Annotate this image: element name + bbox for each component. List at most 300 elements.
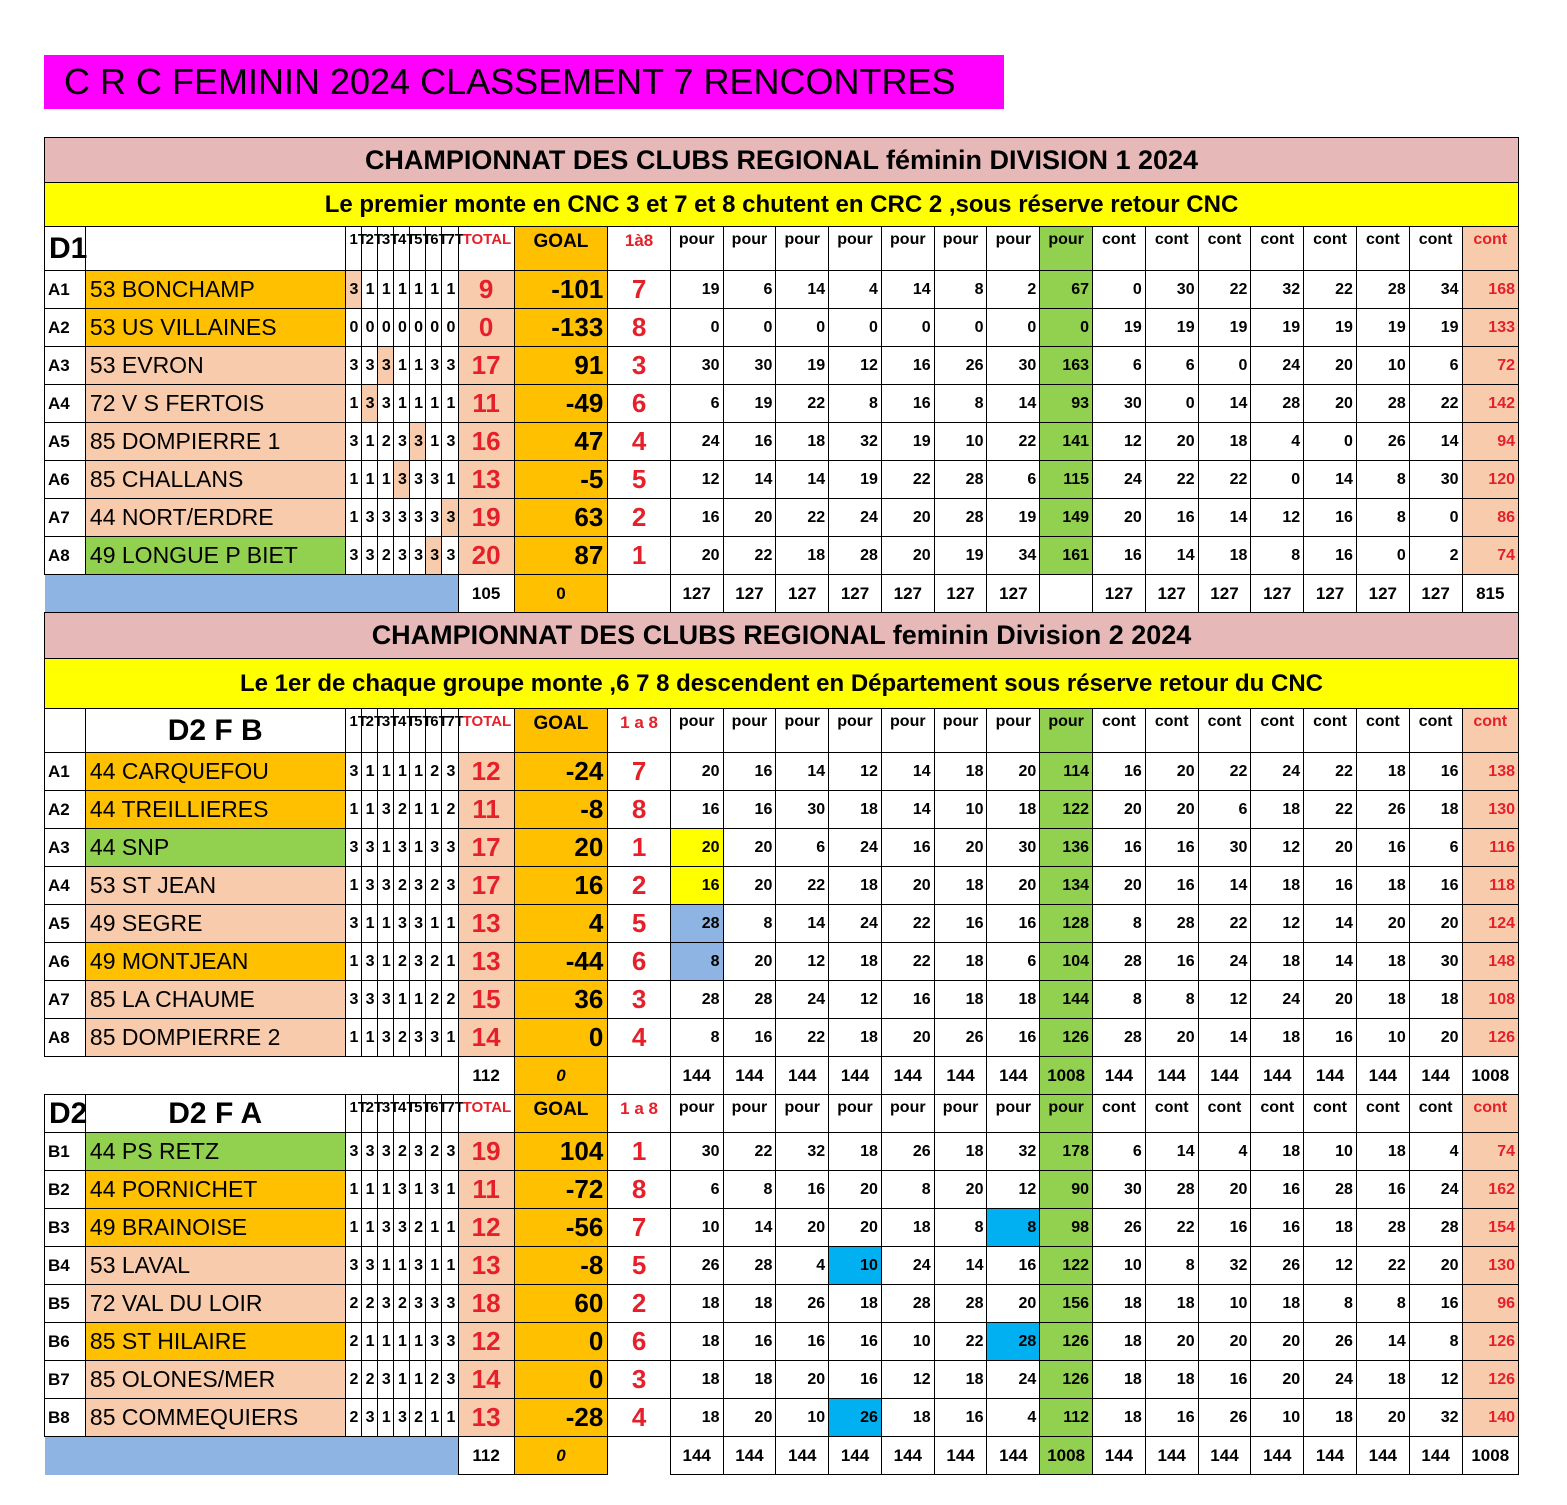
pour-value: 4 (776, 1247, 829, 1285)
round-points: 0 (377, 309, 393, 347)
pour-value: 16 (776, 1323, 829, 1361)
pour-value: 8 (670, 943, 723, 981)
table-row (45, 461, 1519, 499)
cont-value: 20 (1409, 905, 1462, 943)
cont-value: 18 (1304, 1399, 1357, 1437)
cont-value: 10 (1356, 1019, 1409, 1057)
rank-header: 1à8 (608, 227, 670, 271)
total-points: 0 (458, 309, 514, 347)
totals-total: 112 (458, 1437, 514, 1475)
pour-value: 20 (829, 1171, 882, 1209)
cont-value: 0 (1145, 385, 1198, 423)
cont-value: 8 (1145, 1247, 1198, 1285)
cont-value: 19 (1251, 309, 1304, 347)
cont-value: 18 (1093, 1399, 1146, 1437)
rank: 3 (608, 347, 670, 385)
round-points: 3 (393, 537, 409, 575)
pour-value: 8 (934, 385, 987, 423)
cont-value: 28 (1409, 1209, 1462, 1247)
pour-value: 20 (670, 829, 723, 867)
cont-value: 30 (1409, 461, 1462, 499)
cont-value: 20 (1304, 347, 1357, 385)
cont-value: 19 (1304, 309, 1357, 347)
pour-value: 26 (934, 1019, 987, 1057)
row-id: B1 (45, 1133, 86, 1171)
pour-value: 26 (670, 1247, 723, 1285)
pour-value: 0 (987, 309, 1040, 347)
cont-value: 19 (1145, 309, 1198, 347)
round-points: 1 (442, 943, 458, 981)
goal-difference: 16 (514, 867, 608, 905)
cont-total: 74 (1462, 1133, 1519, 1171)
cont-value: 18 (1251, 1133, 1304, 1171)
pour-value: 18 (776, 423, 829, 461)
round-points: 3 (361, 981, 377, 1019)
totals-cont: 144 (1145, 1437, 1198, 1475)
cont-total: 118 (1462, 867, 1519, 905)
pour-value: 22 (776, 1019, 829, 1057)
cont-value: 20 (1198, 1323, 1251, 1361)
cont-total-header: cont (1462, 709, 1519, 753)
pour-value: 16 (670, 867, 723, 905)
goal-difference: -44 (514, 943, 608, 981)
cont-value: 34 (1409, 271, 1462, 309)
rank: 1 (608, 537, 670, 575)
round-points: 3 (393, 499, 409, 537)
cont-value: 8 (1093, 981, 1146, 1019)
goal-difference: 87 (514, 537, 608, 575)
totals-cont: 144 (1304, 1057, 1357, 1095)
cont-value: 20 (1251, 1361, 1304, 1399)
round-points: 3 (442, 1285, 458, 1323)
pour-value: 0 (934, 309, 987, 347)
rank: 8 (608, 791, 670, 829)
table-row (45, 385, 1519, 423)
round-points: 3 (345, 1133, 361, 1171)
row-id: A4 (45, 385, 86, 423)
round-points: 3 (345, 537, 361, 575)
round-header: 1T (345, 227, 361, 271)
pour-value: 12 (829, 753, 882, 791)
pour-value: 18 (829, 943, 882, 981)
d1-note-row (45, 183, 1519, 227)
header-row (45, 1095, 1519, 1133)
cont-value: 19 (1198, 309, 1251, 347)
total-points: 14 (458, 1361, 514, 1399)
round-points: 1 (393, 1323, 409, 1361)
pour-value: 18 (934, 753, 987, 791)
pour-value: 28 (934, 461, 987, 499)
cont-value: 2 (1409, 537, 1462, 575)
goal-difference: 47 (514, 423, 608, 461)
pour-value: 8 (934, 271, 987, 309)
pour-value: 14 (723, 1209, 776, 1247)
cont-value: 30 (1145, 271, 1198, 309)
total-header: TOTAL (458, 1095, 514, 1133)
cont-value: 16 (1145, 867, 1198, 905)
pour-value: 22 (934, 1323, 987, 1361)
team-name: 44 PS RETZ (85, 1133, 345, 1171)
pour-value: 12 (829, 981, 882, 1019)
total-header: TOTAL (458, 709, 514, 753)
pour-header: pour (987, 709, 1040, 753)
round-header: 3T (377, 709, 393, 753)
pour-value: 20 (723, 867, 776, 905)
rank: 4 (608, 423, 670, 461)
round-points: 3 (410, 461, 426, 499)
round-points: 2 (410, 1209, 426, 1247)
rank: 2 (608, 499, 670, 537)
pour-header: pour (776, 227, 829, 271)
cont-value: 24 (1198, 943, 1251, 981)
round-points: 2 (393, 791, 409, 829)
totals-cont: 127 (1145, 575, 1198, 613)
pour-value: 24 (776, 981, 829, 1019)
pour-value: 20 (723, 499, 776, 537)
pour-value: 16 (987, 905, 1040, 943)
cont-total: 168 (1462, 271, 1519, 309)
cont-value: 14 (1198, 499, 1251, 537)
table-row (45, 867, 1519, 905)
totals-goal: 0 (514, 575, 608, 613)
round-points: 3 (377, 1133, 393, 1171)
pour-header: pour (829, 709, 882, 753)
pour-total: 122 (1040, 1247, 1093, 1285)
rank: 6 (608, 943, 670, 981)
total-points: 12 (458, 1323, 514, 1361)
pour-value: 18 (829, 1133, 882, 1171)
total-header: TOTAL (458, 227, 514, 271)
cont-value: 20 (1145, 423, 1198, 461)
table-row (45, 753, 1519, 791)
round-points: 3 (377, 1019, 393, 1057)
cont-value: 12 (1198, 981, 1251, 1019)
cont-value: 8 (1145, 981, 1198, 1019)
table-row (45, 943, 1519, 981)
round-points: 1 (426, 271, 442, 309)
team-name: 85 ST HILAIRE (85, 1323, 345, 1361)
pour-value: 18 (670, 1323, 723, 1361)
cont-value: 16 (1145, 499, 1198, 537)
cont-value: 24 (1251, 753, 1304, 791)
cont-value: 24 (1251, 347, 1304, 385)
round-points: 3 (426, 1019, 442, 1057)
cont-value: 30 (1093, 1171, 1146, 1209)
team-name: 44 NORT/ERDRE (85, 499, 345, 537)
round-points: 3 (410, 1133, 426, 1171)
round-points: 3 (361, 499, 377, 537)
round-points: 1 (410, 981, 426, 1019)
cont-value: 28 (1093, 943, 1146, 981)
round-points: 2 (393, 1019, 409, 1057)
cont-total: 74 (1462, 537, 1519, 575)
cont-value: 26 (1093, 1209, 1146, 1247)
team-name: 72 V S FERTOIS (85, 385, 345, 423)
pour-header: pour (987, 1095, 1040, 1133)
pour-value: 30 (670, 1133, 723, 1171)
pour-value: 20 (934, 1171, 987, 1209)
pour-value: 14 (881, 791, 934, 829)
pour-value: 18 (829, 867, 882, 905)
round-points: 3 (377, 1209, 393, 1247)
cont-total: 72 (1462, 347, 1519, 385)
round-points: 3 (426, 537, 442, 575)
pour-value: 16 (881, 347, 934, 385)
d2-note: Le 1er de chaque groupe monte ,6 7 8 descendent en Département sous réserve retour du CNC (45, 659, 1519, 709)
round-points: 3 (393, 829, 409, 867)
pour-value: 18 (881, 1209, 934, 1247)
rank: 7 (608, 1209, 670, 1247)
row-id: A5 (45, 905, 86, 943)
pour-total: 112 (1040, 1399, 1093, 1437)
cont-value: 30 (1409, 943, 1462, 981)
cont-value: 22 (1304, 753, 1357, 791)
rank-header: 1 a 8 (608, 709, 670, 753)
round-header: 6T (426, 1095, 442, 1133)
cont-header: cont (1409, 227, 1462, 271)
cont-value: 20 (1145, 753, 1198, 791)
goal-difference: 0 (514, 1323, 608, 1361)
d2-note-row (45, 659, 1519, 709)
row-id: B5 (45, 1285, 86, 1323)
round-header: 2T (361, 1095, 377, 1133)
round-points: 3 (442, 423, 458, 461)
totals-rank-spacer (608, 1057, 670, 1095)
team-name: 85 COMMEQUIERS (85, 1399, 345, 1437)
pour-value: 16 (723, 1019, 776, 1057)
round-points: 3 (410, 1019, 426, 1057)
pour-total: 98 (1040, 1209, 1093, 1247)
pour-value: 19 (881, 423, 934, 461)
pour-value: 22 (723, 537, 776, 575)
goal-difference: -133 (514, 309, 608, 347)
pour-value: 8 (881, 1171, 934, 1209)
round-header: 5T (410, 1095, 426, 1133)
rank-header: 1 a 8 (608, 1095, 670, 1133)
team-name: 49 BRAINOISE (85, 1209, 345, 1247)
pour-value: 14 (776, 461, 829, 499)
cont-total-header: cont (1462, 227, 1519, 271)
round-points: 1 (377, 1247, 393, 1285)
round-points: 3 (442, 753, 458, 791)
pour-value: 4 (987, 1399, 1040, 1437)
round-header: 5T (410, 227, 426, 271)
pour-total-header: pour (1040, 1095, 1093, 1133)
cont-value: 26 (1251, 1247, 1304, 1285)
pour-value: 6 (987, 461, 1040, 499)
totals-pour: 144 (987, 1057, 1040, 1095)
total-points: 16 (458, 423, 514, 461)
round-points: 1 (426, 1209, 442, 1247)
pour-value: 14 (881, 753, 934, 791)
pour-value: 22 (776, 867, 829, 905)
pour-header: pour (776, 1095, 829, 1133)
pour-value: 20 (987, 753, 1040, 791)
round-points: 0 (393, 309, 409, 347)
cont-value: 16 (1145, 943, 1198, 981)
pour-header: pour (881, 709, 934, 753)
total-points: 11 (458, 791, 514, 829)
round-points: 2 (345, 1323, 361, 1361)
round-points: 1 (361, 1209, 377, 1247)
round-points: 1 (442, 1171, 458, 1209)
total-points: 13 (458, 905, 514, 943)
pour-value: 16 (723, 423, 776, 461)
pour-value: 18 (670, 1399, 723, 1437)
pour-header: pour (723, 227, 776, 271)
round-points: 3 (442, 1133, 458, 1171)
pour-value: 19 (934, 537, 987, 575)
pour-value: 30 (987, 347, 1040, 385)
cont-value: 20 (1356, 1399, 1409, 1437)
goal-difference: -49 (514, 385, 608, 423)
pour-value: 28 (934, 1285, 987, 1323)
rank: 8 (608, 309, 670, 347)
round-points: 3 (426, 1285, 442, 1323)
cont-value: 18 (1145, 1361, 1198, 1399)
round-points: 3 (426, 347, 442, 385)
pour-value: 24 (881, 1247, 934, 1285)
cont-value: 16 (1145, 1399, 1198, 1437)
d2-title-row (45, 613, 1519, 659)
total-points: 13 (458, 1247, 514, 1285)
round-points: 3 (361, 347, 377, 385)
cont-header: cont (1198, 1095, 1251, 1133)
pour-total: 161 (1040, 537, 1093, 575)
round-points: 3 (377, 385, 393, 423)
round-points: 3 (361, 1247, 377, 1285)
pour-value: 16 (829, 1323, 882, 1361)
cont-value: 22 (1198, 461, 1251, 499)
round-points: 3 (426, 499, 442, 537)
round-points: 2 (426, 1133, 442, 1171)
goal-difference: 104 (514, 1133, 608, 1171)
cont-total: 126 (1462, 1323, 1519, 1361)
pour-total: 122 (1040, 791, 1093, 829)
cont-header: cont (1093, 709, 1146, 753)
round-points: 1 (442, 1399, 458, 1437)
cont-value: 18 (1356, 1133, 1409, 1171)
round-points: 2 (426, 981, 442, 1019)
round-header: 7T (442, 227, 458, 271)
pour-value: 12 (987, 1171, 1040, 1209)
pour-value: 0 (723, 309, 776, 347)
round-points: 2 (361, 1285, 377, 1323)
pour-value: 20 (776, 1361, 829, 1399)
pour-value: 20 (881, 1019, 934, 1057)
round-points: 0 (442, 309, 458, 347)
pour-value: 20 (670, 537, 723, 575)
round-points: 3 (345, 981, 361, 1019)
total-points: 14 (458, 1019, 514, 1057)
cont-value: 22 (1198, 905, 1251, 943)
cont-value: 22 (1304, 271, 1357, 309)
pour-value: 19 (723, 385, 776, 423)
round-points: 1 (410, 347, 426, 385)
rank: 7 (608, 753, 670, 791)
cont-value: 6 (1409, 829, 1462, 867)
pour-value: 8 (670, 1019, 723, 1057)
totals-cont: 144 (1145, 1057, 1198, 1095)
pour-total: 128 (1040, 905, 1093, 943)
cont-value: 16 (1304, 867, 1357, 905)
cont-value: 8 (1304, 1285, 1357, 1323)
goal-difference: -5 (514, 461, 608, 499)
pour-value: 20 (987, 1285, 1040, 1323)
totals-pour-total (1040, 575, 1093, 613)
pour-value: 18 (723, 1285, 776, 1323)
pour-total: 67 (1040, 271, 1093, 309)
round-points: 1 (393, 753, 409, 791)
round-points: 3 (410, 905, 426, 943)
cont-value: 0 (1356, 537, 1409, 575)
cont-value: 18 (1356, 981, 1409, 1019)
cont-value: 20 (1304, 385, 1357, 423)
rank: 8 (608, 1171, 670, 1209)
cont-value: 20 (1356, 905, 1409, 943)
pour-value: 16 (670, 791, 723, 829)
round-points: 3 (442, 347, 458, 385)
goal-difference: 4 (514, 905, 608, 943)
round-points: 1 (361, 905, 377, 943)
pour-header: pour (723, 1095, 776, 1133)
pour-value: 16 (723, 1323, 776, 1361)
cont-value: 6 (1409, 347, 1462, 385)
round-points: 0 (426, 309, 442, 347)
totals-pour: 144 (723, 1437, 776, 1475)
cont-value: 10 (1356, 347, 1409, 385)
row-id: A8 (45, 537, 86, 575)
pour-total-header: pour (1040, 227, 1093, 271)
pour-value: 20 (934, 829, 987, 867)
table-row (45, 1361, 1519, 1399)
totals-pour: 144 (776, 1437, 829, 1475)
cont-value: 20 (1093, 867, 1146, 905)
cont-value: 28 (1356, 271, 1409, 309)
cont-value: 18 (1093, 1285, 1146, 1323)
cont-header: cont (1304, 709, 1357, 753)
pour-value: 28 (881, 1285, 934, 1323)
cont-total-header: cont (1462, 1095, 1519, 1133)
pour-total: 163 (1040, 347, 1093, 385)
team-name: 44 CARQUEFOU (85, 753, 345, 791)
round-points: 2 (393, 867, 409, 905)
round-points: 2 (426, 867, 442, 905)
pour-value: 18 (987, 981, 1040, 1019)
totals-pour: 144 (829, 1437, 882, 1475)
cont-value: 20 (1251, 1323, 1304, 1361)
cont-value: 18 (1251, 791, 1304, 829)
pour-total: 134 (1040, 867, 1093, 905)
pour-total: 0 (1040, 309, 1093, 347)
pour-value: 18 (829, 1019, 882, 1057)
round-points: 3 (345, 271, 361, 309)
cont-value: 32 (1409, 1399, 1462, 1437)
totals-cont: 144 (1304, 1437, 1357, 1475)
pour-value: 10 (776, 1399, 829, 1437)
round-points: 1 (426, 1247, 442, 1285)
cont-header: cont (1304, 1095, 1357, 1133)
round-points: 3 (345, 1247, 361, 1285)
round-points: 1 (442, 1247, 458, 1285)
cont-value: 14 (1198, 385, 1251, 423)
cont-value: 14 (1304, 943, 1357, 981)
cont-value: 24 (1251, 981, 1304, 1019)
pour-header: pour (987, 227, 1040, 271)
cont-value: 8 (1356, 461, 1409, 499)
pour-value: 22 (881, 943, 934, 981)
round-points: 3 (426, 461, 442, 499)
